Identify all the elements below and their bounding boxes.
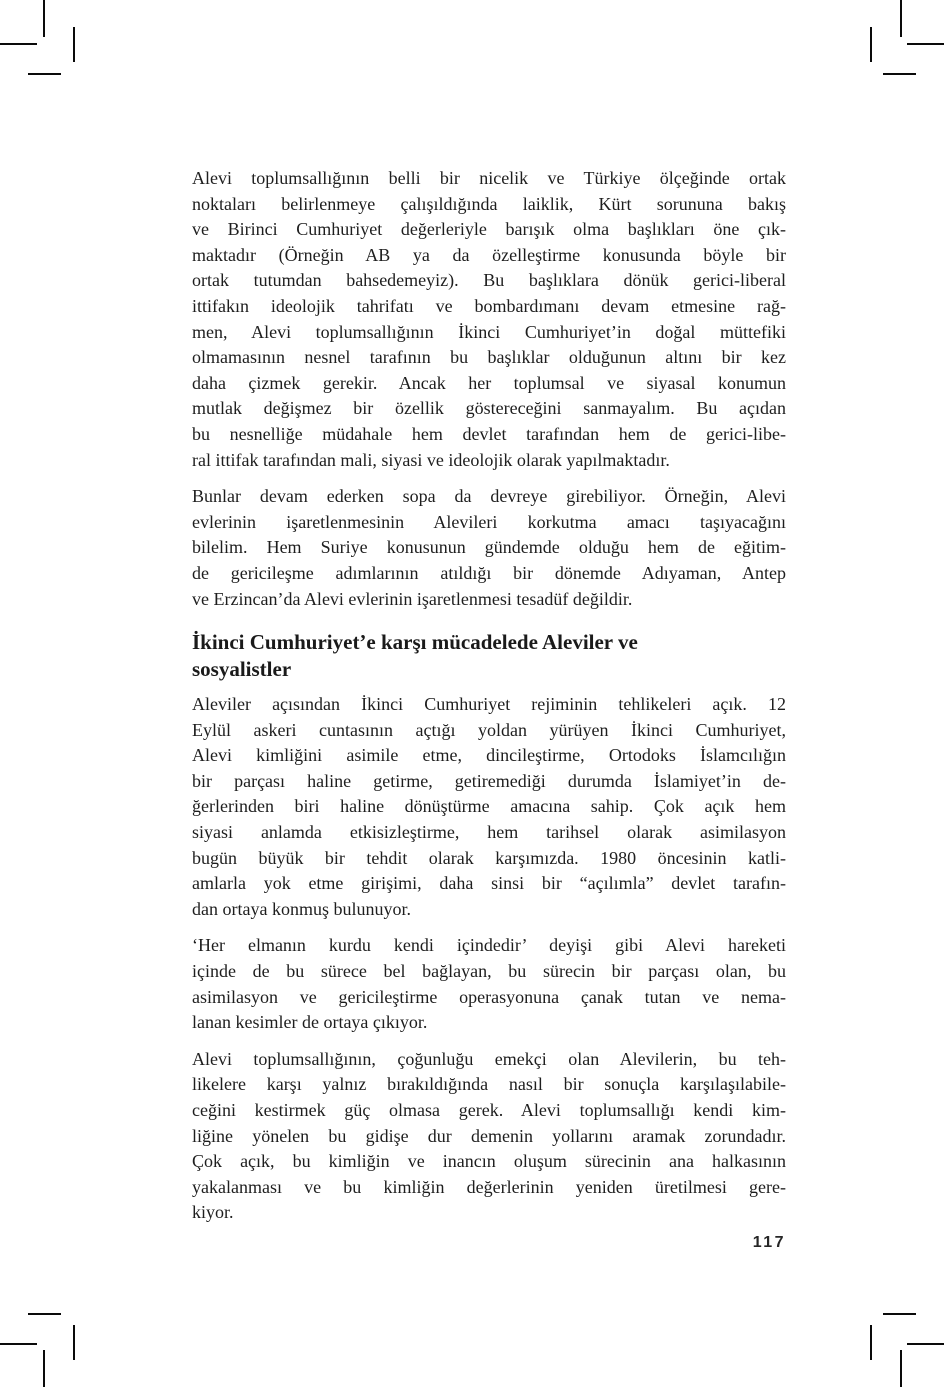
crop-mark-bottom-right-horizontal: [907, 1343, 944, 1345]
crop-mark-top-left-horizontal: [0, 43, 37, 45]
crop-mark-top-right-inner-horizontal: [883, 73, 916, 75]
crop-mark-bottom-right-inner-horizontal: [883, 1313, 916, 1315]
text-line: likelere karşı yalnız bırakıldığında nasıl bir sonuçla karşılaşılabile-: [192, 1074, 786, 1095]
text-line: bilelim. Hem Suriye konusunun gündemde olduğu hem de eğitim-: [192, 537, 786, 558]
text-column: [192, 166, 786, 1226]
crop-mark-bottom-left-inner-horizontal: [28, 1313, 61, 1315]
text-line: amlarla yok etme girişimi, daha sinsi bir “açılımla” devlet tarafın-: [192, 873, 786, 894]
text-line: Eylül askeri cuntasının açtığı yoldan yürüyen İkinci Cumhuriyet,: [192, 719, 786, 740]
text-line: asimilasyon ve gericileştirme operasyonuna çanak tutan ve nema-: [192, 986, 786, 1007]
text-line: mutlak değişmez bir özellik göstereceğini sanmayalım. Bu açıdan: [192, 398, 786, 419]
text-line: de gericileşme adımlarının atıldığı bir dönemde Adıyaman, Antep: [192, 562, 786, 583]
text-line: lanan kesimler de ortaya çıkıyor.: [192, 1012, 428, 1033]
text-line: kiyor.: [192, 1202, 234, 1223]
section-heading: [192, 629, 786, 683]
text-line: ittifakın ideolojik tahrifatı ve bombardımanı devam etmesine rağ-: [192, 295, 786, 316]
text-line: ğerlerinden biri haline dönüştürme amacına sahip. Çok açık hem: [192, 796, 786, 817]
text-line: noktaları belirlenmeye çalışıldığında laiklik, Kürt sorununa bakış: [192, 193, 786, 214]
text-line: olmamasının nesnel tarafının bu başlıklar olduğunun altını bir kez: [192, 347, 786, 368]
crop-mark-top-left-inner-vertical: [73, 27, 75, 62]
text-line: daha çizmek gerekir. Ancak her toplumsal ve siyasal konumun: [192, 372, 786, 393]
text-line: ortak tutumdan bahsedemeyiz). Bu başlıklara dönük gerici-liberal: [192, 270, 786, 291]
crop-mark-bottom-right-vertical: [900, 1350, 902, 1387]
text-line: Alevi kimliğini asimile etme, dincileştirme, Ortodoks İslamcılığın: [192, 745, 786, 766]
text-line: bir parçası haline getirme, getiremediği durumda İslamiyet’in de-: [192, 770, 786, 791]
text-line: bu nesnelliğe müdahale hem devlet tarafından hem de gerici-libe-: [192, 423, 786, 444]
text-line: yakalanması ve bu kimliğin değerlerinin yeniden üretilmesi gere-: [192, 1176, 786, 1197]
text-line: Alevi toplumsallığının, çoğunluğu emekçi olan Alevilerin, bu teh-: [192, 1048, 786, 1069]
heading-line: İkinci Cumhuriyet’e karşı mücadelede Aleviler ve: [192, 630, 638, 655]
text-line: dan ortaya konmuş bulunuyor.: [192, 898, 411, 919]
crop-mark-bottom-left-horizontal: [0, 1343, 37, 1345]
crop-mark-top-left-vertical: [43, 0, 45, 37]
text-line: Alevi toplumsallığının belli bir nicelik ve Türkiye ölçeğinde ortak: [192, 168, 786, 188]
paragraph: [192, 166, 786, 473]
page-number: 117: [752, 1234, 786, 1251]
paragraph: [192, 933, 786, 1035]
text-line: ‘Her elmanın kurdu kendi içindedir’ deyişi gibi Alevi hareketi: [192, 935, 786, 956]
crop-mark-bottom-left-inner-vertical: [73, 1325, 75, 1360]
text-line: siyasi anlamda etkisizleştirme, hem tarihsel olarak asimilasyon: [192, 822, 786, 843]
text-line: içinde de bu sürece bel bağlayan, bu sürecin bir parçası olan, bu: [192, 961, 786, 982]
text-line: maktadır (Örneğin AB ya da özelleştirme konusunda böyle bir: [192, 244, 786, 265]
paragraph: [192, 484, 786, 612]
crop-mark-top-left-inner-horizontal: [28, 73, 61, 75]
text-line: bugün büyük bir tehdit olarak karşımızda. 1980 öncesinin katli-: [192, 847, 786, 868]
text-line: ve Erzincan’da Alevi evlerinin işaretlenmesi tesadüf değildir.: [192, 588, 633, 609]
crop-mark-top-right-inner-vertical: [870, 27, 872, 62]
text-line: Aleviler açısından İkinci Cumhuriyet rejiminin tehlikeleri açık. 12: [192, 694, 786, 715]
text-line: Çok açık, bu kimliğin ve inancın oluşum sürecinin ana halkasının: [192, 1151, 786, 1172]
heading-line: sosyalistler: [192, 657, 292, 682]
crop-mark-top-right-horizontal: [907, 43, 944, 45]
text-line: ceğini kestirmek güç olmasa gerek. Alevi toplumsallığı kendi kim-: [192, 1100, 786, 1120]
text-line: ral ittifak tarafından mali, siyasi ve ideolojik olarak yapılmaktadır.: [192, 449, 670, 470]
text-line: ve Birinci Cumhuriyet değerleriyle barışık olma başlıkları öne çık-: [192, 219, 786, 240]
crop-mark-top-right-vertical: [900, 0, 902, 37]
text-line: evlerinin işaretlenmesinin Alevileri korkutma amacı taşıyacağını: [192, 511, 786, 532]
paragraph: [192, 692, 786, 922]
text-line: liğine yönelen bu gidişe dur demenin yollarını aramak zorundadır.: [192, 1125, 786, 1146]
text-line: Bunlar devam ederken sopa da devreye girebiliyor. Örneğin, Alevi: [192, 486, 786, 507]
text-line: men, Alevi toplumsallığının İkinci Cumhuriyet’in doğal müttefiki: [192, 321, 786, 342]
crop-mark-bottom-right-inner-vertical: [870, 1325, 872, 1360]
crop-mark-bottom-left-vertical: [43, 1350, 45, 1387]
paragraph: [192, 1047, 786, 1226]
